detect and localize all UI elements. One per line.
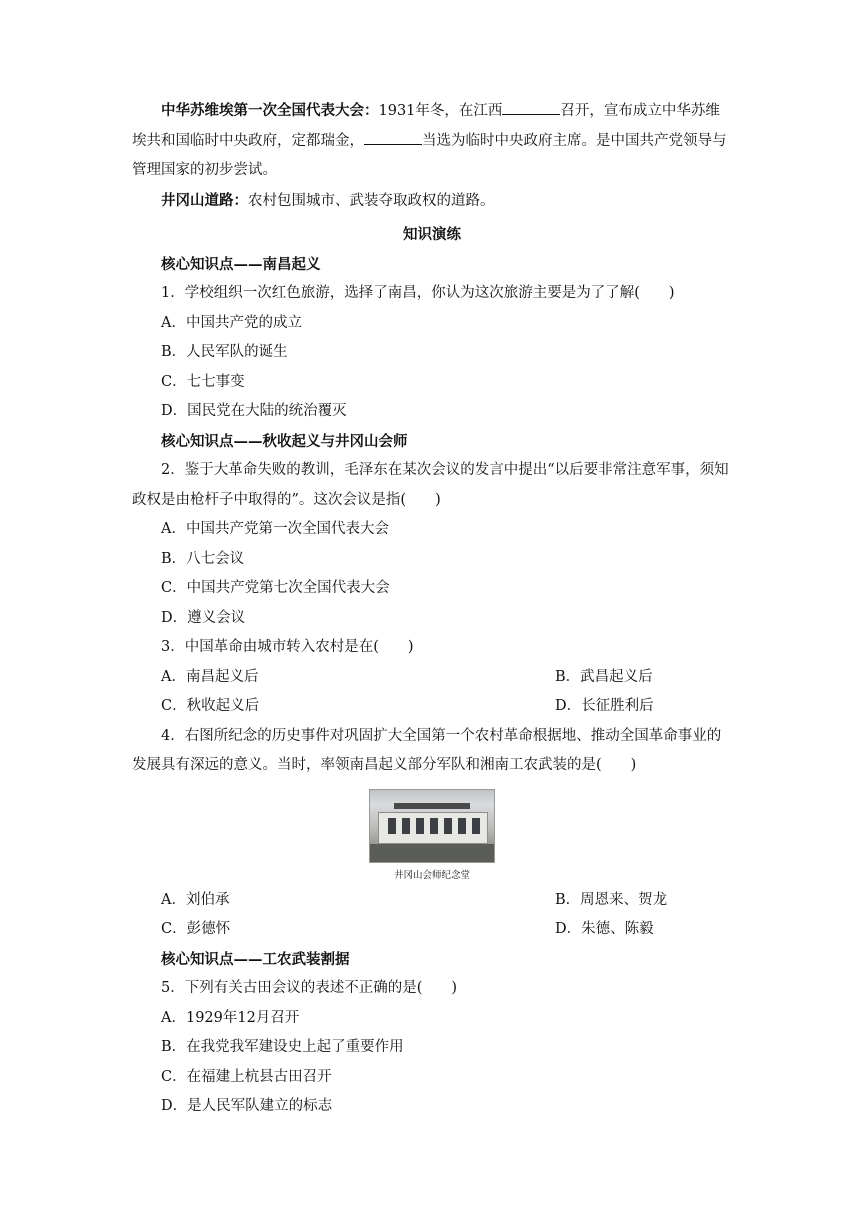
q3-option-a: A．南昌起义后 bbox=[161, 668, 259, 685]
q2-stem: 2．鉴于大革命失败的教训，毛泽东在某次会议的发言中提出“以后要非常注意军事，须知政权是由枪杆子中取得的”。这次会议是指( ) bbox=[132, 462, 729, 508]
q3-options-row-1 bbox=[132, 663, 732, 693]
road-text: 农村包围城市、武装夺取政权的道路。 bbox=[248, 192, 495, 209]
congress-text-1: 1931年冬，在江西 bbox=[378, 103, 503, 119]
q4-options-row-1 bbox=[132, 886, 732, 916]
q5-option-d: D．是人民军队建立的标志 bbox=[161, 1098, 333, 1114]
photo-caption: 井冈山会师纪念堂 bbox=[393, 869, 470, 881]
q4-options-row-2 bbox=[132, 915, 732, 945]
memorial-hall-figure bbox=[132, 789, 732, 884]
q3-option-d: D．长征胜利后 bbox=[555, 698, 654, 714]
q5-option-a: A．1929年12月召开 bbox=[161, 1009, 300, 1026]
q5-stem: 5．下列有关古田会议的表述不正确的是( ) bbox=[161, 980, 458, 996]
q4-option-c: C．彭德怀 bbox=[161, 921, 231, 937]
road-paragraph bbox=[132, 186, 732, 217]
q2-option-a: A．中国共产党第一次全国代表大会 bbox=[161, 521, 389, 537]
blank-1 bbox=[502, 100, 560, 115]
q5-option-b: B．在我党我军建设史上起了重要作用 bbox=[161, 1039, 404, 1055]
q4-stem: 4．右图所纪念的历史事件对巩固扩大全国第一个农村革命根据地、推动全国革命事业的发展具有深远的意义。当时，率领南昌起义部分军队和湘南工农武装的是( ) bbox=[132, 727, 722, 773]
q1-stem: 1．学校组织一次红色旅游，选择了南昌，你认为这次旅游主要是为了了解( ) bbox=[161, 285, 675, 301]
q2-option-b: B．八七会议 bbox=[161, 550, 245, 567]
q4-option-a: A．刘伯承 bbox=[161, 891, 230, 908]
section-title: 知识演练 bbox=[403, 226, 461, 243]
core-point-3: 核心知识点——工农武装割据 bbox=[161, 950, 350, 968]
core-point-2: 核心知识点——秋收起义与井冈山会师 bbox=[161, 432, 408, 450]
q2-option-c: C．中国共产党第七次全国代表大会 bbox=[161, 580, 390, 596]
memorial-hall-photo bbox=[369, 789, 495, 863]
q3-options-row-2 bbox=[132, 692, 732, 722]
congress-text-3: 当选为临时中央政府主席。是中国共产党领导与管理国家的初步尝试。 bbox=[132, 132, 727, 178]
q1-option-c: C．七七事变 bbox=[161, 373, 245, 390]
q2-option-d: D．遵义会议 bbox=[161, 609, 246, 626]
congress-paragraph bbox=[132, 96, 732, 186]
q1-option-a: A．中国共产党的成立 bbox=[161, 314, 302, 331]
q1-option-d: D．国民党在大陆的统治覆灭 bbox=[161, 403, 347, 419]
q3-option-b: B．武昌起义后 bbox=[555, 668, 653, 685]
q3-stem: 3．中国革命由城市转入农村是在( ) bbox=[161, 639, 414, 655]
road-term: 井冈山道路： bbox=[161, 191, 248, 209]
congress-term: 中华苏维埃第一次全国代表大会： bbox=[161, 102, 379, 119]
blank-2 bbox=[364, 130, 422, 145]
core-point-1: 核心知识点——南昌起义 bbox=[161, 255, 321, 273]
q4-option-d: D．朱德、陈毅 bbox=[555, 921, 654, 937]
q3-option-c: C．秋收起义后 bbox=[161, 698, 260, 714]
q1-option-b: B．人民军队的诞生 bbox=[161, 344, 288, 360]
q5-option-c: C．在福建上杭县古田召开 bbox=[161, 1068, 332, 1085]
document-content bbox=[132, 96, 732, 1122]
q4-option-b: B．周恩来、贺龙 bbox=[555, 891, 668, 908]
congress-text-2: 召开，宣布成立中华苏维埃共和国临时中央政府，定都瑞金， bbox=[132, 103, 720, 149]
